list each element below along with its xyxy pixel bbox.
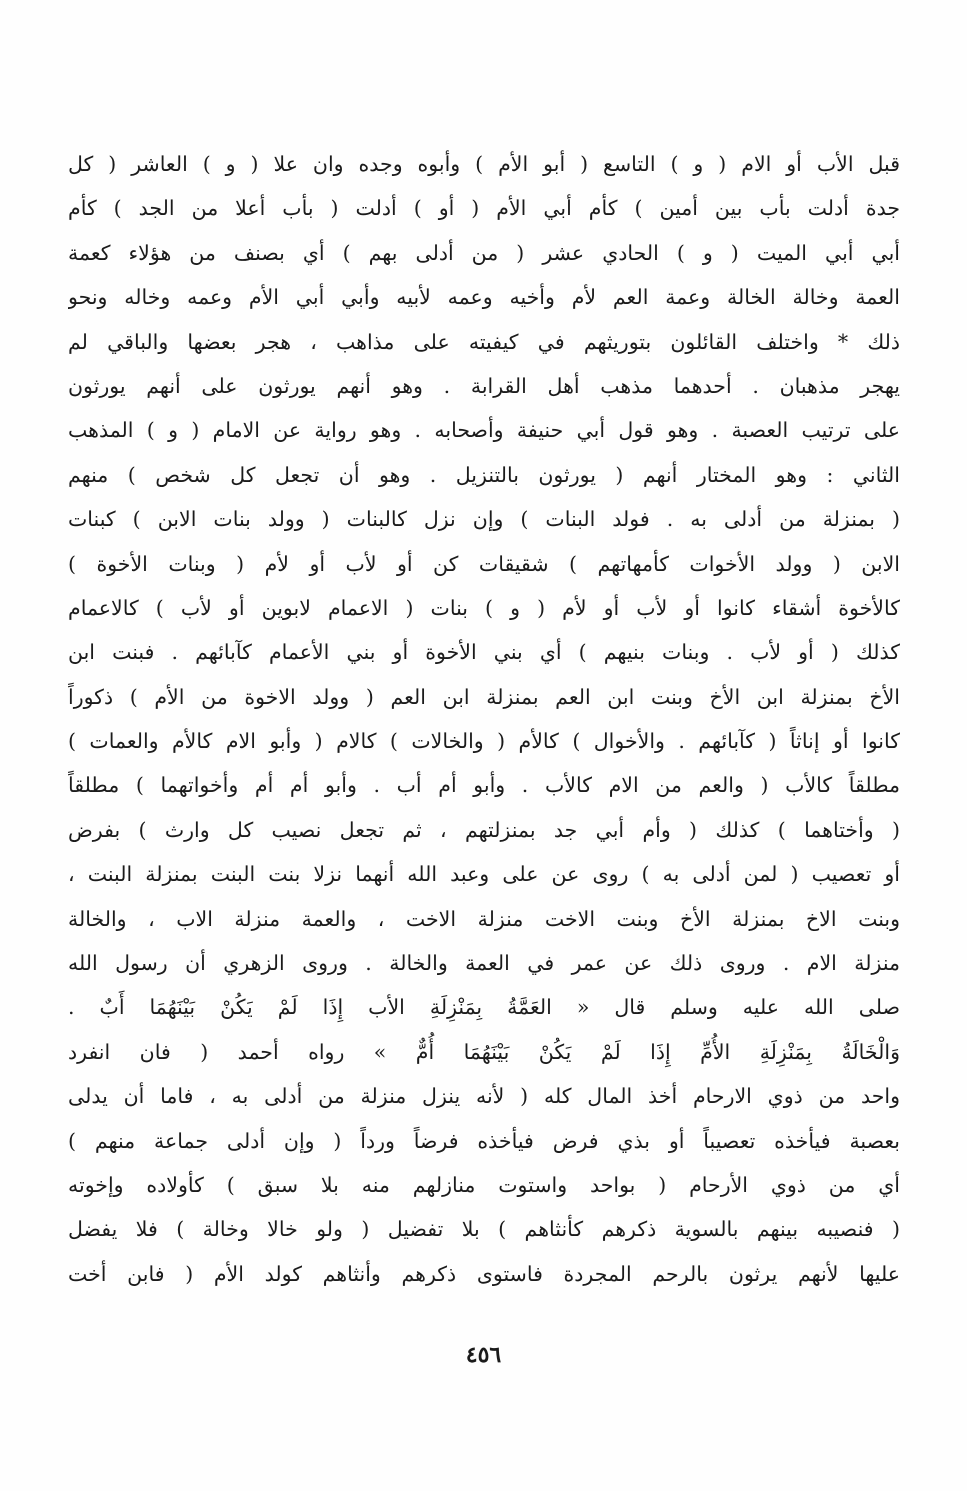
text-line: جدة أدلت بأب بين أمين ) كأم أبي الأم ( أو ) أدلت ( بأب أعلا من الجد ) كأم <box>68 196 900 221</box>
text-line: العمة وخالة الخالة وعمة العم لأم وأخيه وعمه لأبيه وأبي أبي الأم وعمه وخاله ونحو <box>68 285 900 310</box>
text-line: الثاني : وهو المختار أنهم ( يورثون بالتنزيل . وهو أن تجعل كل شخص ) منهم <box>68 462 900 487</box>
text-line: صلى الله عليه وسلم قال « العَمَّةُ بِمَنْزِلَةِ الأب إِذَا لَمْ يَكُنْ بَيْنَهُمَا أَبٌ . <box>68 995 900 1020</box>
text-line: كالأخوة أشقاء كانوا أو لأب أو لأم ( و ) بنات ( الاعمام لابوين أو لأب ) كالاعمام <box>68 595 900 620</box>
text-line: يهجر مذهبان . أحدهما مذهب أهل القرابة . وهو أنهم يورثون على أنهم يورثون <box>68 373 900 398</box>
text-line: منزلة الام . وروى ذلك عن عمر في العمة والخالة . وروى الزهري أن رسول الله <box>68 951 900 976</box>
text-line: ذلك * واختلف القائلون بتوريثهم في كيفيته على مذاهب ، هجر بعضها والباقي لم <box>68 329 900 354</box>
text-line: على ترتيب العصبة . وهو قول أبي حنيفة وأصحابه . وهو رواية عن الامام ( و ) المذهب <box>68 418 900 443</box>
text-line: أو تعصيب ( لمن أدلى به ) روى عن على وعبد الله أنهما نزلا بنت البنت بمنزلة البنت ، <box>68 862 900 887</box>
text-line: كانوا أو إناثاً ( كآبائهم . والأخوال ) كالأم ( والخالات ) كالام ( وأبو الام كالأم والعمات ) <box>68 729 900 754</box>
text-line: قبل الأب أو الام ( و ) التاسع ( أبو الأم ) وأبوه وجده وان علا ( و ) العاشر ( كل <box>68 152 900 176</box>
text-line: أي من ذوي الأرحام ( بواحد واستوت منازلهم منه بلا سبق ) كأولاده وإخوته <box>68 1172 900 1197</box>
text-line: وَالْخَالَةُ بِمَنْزِلَةِ الأُمِّ إِذَا لَمْ يَكُنْ بَيْنَهُمَا أُمٌّ » رواه أحمد ( فان انفرد <box>68 1039 900 1064</box>
text-line: أبي أبي الميت ( و ) الحادي عشر ( من أدلى بهم ) أي بصنف من هؤلاء كعمة <box>68 240 900 265</box>
text-line: بعصبة فيأخذه تعصيباً أو بذي فرض فيأخذه فرضاً ورداً ( وإن أدلى جماعة منهم ) <box>68 1128 900 1153</box>
text-line: ( وأختاهما ) كذلك ( وأم أبي جد بمنزلتهم ، ثم تجعل نصيب كل وارث ) بفرض <box>68 817 900 842</box>
text-line: عليها لأنهم يرثون بالرحم المجردة فاستوى ذكرهم وأنثاهم كولد الأم ( فابن أخت <box>68 1261 900 1286</box>
text-line: كذلك ( أو لأب . وبنات بنيهم ) أي بني الأخوة أو بني الأعمام كآبائهم . فبنت ابن <box>68 640 900 665</box>
page-number: ٤٥٦ <box>465 1342 502 1368</box>
text-line: ( بمنزلة من أدلى به . فولد البنات ) وإن نزل كالبنات ( وولد بنات الابن ) كبنات <box>68 507 900 532</box>
text-line: مطلقاً كالأب ( والعم من الام كالأب . وأبو أم أب . وأبو أم أم وأخواتهما ) مطلقاً <box>68 773 900 798</box>
text-line: ( فنصيبه بينهم بالسوية ذكرهم كأنثاهم ) بلا تفضيل ( ولو خالا وخالة ) فلا يفضل <box>68 1217 900 1242</box>
text-line: الأخ بمنزلة ابن الأخ وبنت ابن العم بمنزلة ابن العم ( وولد الاخوة من الأم ) ذكوراً <box>68 684 900 709</box>
body-text <box>68 142 900 1296</box>
text-line: وبنت الاخ بمنزلة الأخ وبنت الاخت منزلة الاخت ، والعمة منزلة الاب ، والخالة <box>68 906 900 931</box>
text-line: الابن ( وولد الأخوات كأمهاتهم ) شقيقات كن أو لأب أو لأم ( وبنات الأخوة ) <box>68 551 900 576</box>
text-line: واحد من ذوي الارحام أخذ المال كله ( لأنه ينزل منزلة من أدلى به ، فاما أن يدلى <box>68 1084 900 1109</box>
